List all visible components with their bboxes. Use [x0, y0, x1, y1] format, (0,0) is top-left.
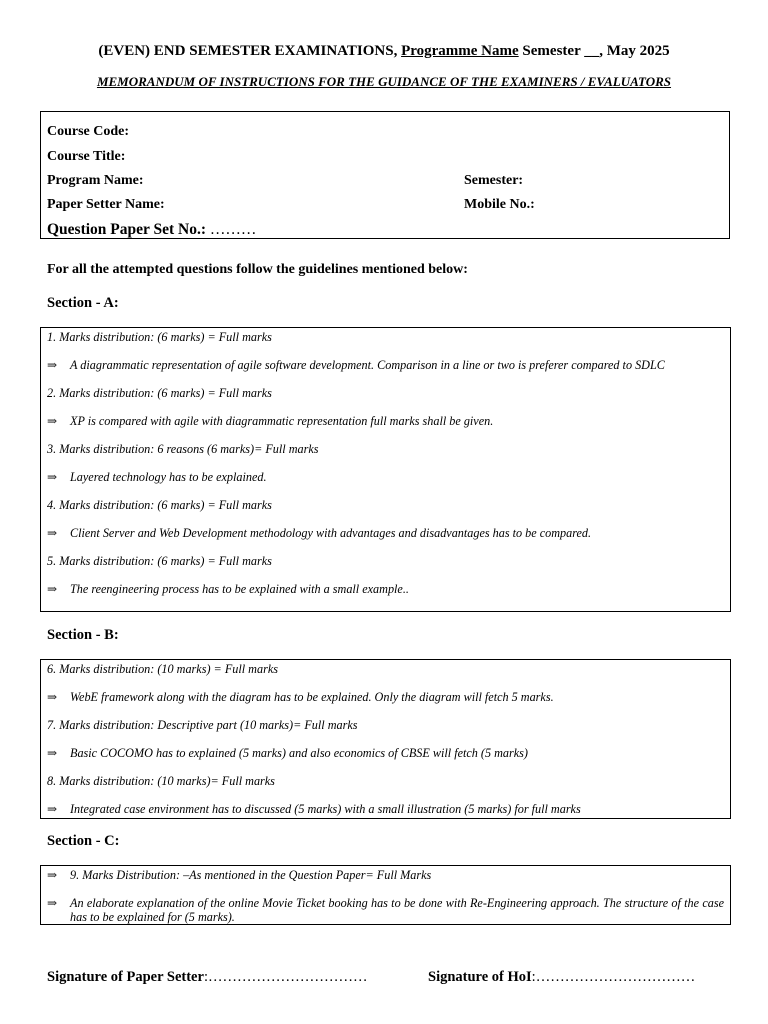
list-item: Basic COCOMO has to explained (5 marks) and also economics of CBSE will fetch (5 marks): [70, 746, 528, 760]
section-b-box: [40, 659, 731, 819]
set-number-label: Question Paper Set No.:: [47, 221, 207, 238]
hoi-signature: [428, 969, 695, 986]
semester-label: Semester:: [464, 173, 524, 188]
course-title-label: Course Title:: [47, 149, 126, 164]
list-item: 2. Marks distribution: (6 marks) = Full marks: [47, 386, 272, 400]
section-b-heading: Section - B:: [47, 627, 119, 643]
section-a-box: [40, 327, 731, 612]
course-code-label: Course Code:: [47, 124, 130, 139]
list-item: The reengineering process has to be explained with a small example..: [70, 582, 409, 596]
exam-title: [0, 43, 768, 60]
title-suffix: Semester __, May 2025: [518, 43, 670, 59]
setter-signature-dots: :……………………………: [203, 969, 368, 985]
list-item: 1. Marks distribution: (6 marks) = Full marks: [47, 330, 272, 344]
list-item: 7. Marks distribution: Descriptive part (10 marks)= Full marks: [47, 718, 358, 732]
list-item: Integrated case environment has to discussed (5 marks) with a small illustration (5 marks) for full marks: [70, 802, 581, 816]
list-item: 9. Marks Distribution: –As mentioned in the Question Paper= Full Marks: [70, 868, 432, 882]
arrow-icon: ⇒: [47, 868, 58, 882]
arrow-icon: ⇒: [47, 358, 58, 372]
arrow-icon: ⇒: [47, 690, 58, 704]
list-item: XP is compared with agile with diagrammatic representation full marks shall be given.: [70, 414, 494, 428]
paper-setter-label: Paper Setter Name:: [47, 197, 165, 212]
list-item: A diagrammatic representation of agile software development. Comparison in a line or two is preferer compared to SDLC: [70, 358, 665, 372]
guidelines-text: For all the attempted questions follow the guidelines mentioned below:: [47, 262, 468, 277]
paper-setter-signature: [47, 969, 367, 986]
memorandum-heading: MEMORANDUM OF INSTRUCTIONS FOR THE GUIDANCE OF THE EXAMINERS / EVALUATORS: [96, 74, 672, 89]
setter-signature-label: Signature of Paper Setter: [47, 969, 204, 985]
arrow-icon: ⇒: [47, 582, 58, 596]
section-c-box: [40, 865, 731, 925]
list-item: 3. Marks distribution: 6 reasons (6 marks)= Full marks: [47, 442, 319, 456]
set-number-dots: ………: [206, 221, 257, 238]
hoi-signature-dots: :……………………………: [531, 969, 696, 985]
list-item: 8. Marks distribution: (10 marks)= Full marks: [47, 774, 275, 788]
arrow-icon: ⇒: [47, 526, 58, 540]
program-name-label: Program Name:: [47, 173, 144, 188]
section-a-heading: Section - A:: [47, 295, 119, 311]
list-item: 6. Marks distribution: (10 marks) = Full marks: [47, 662, 278, 676]
arrow-icon: ⇒: [47, 414, 58, 428]
list-item: An elaborate explanation of the online Movie Ticket booking has to be done with Re-Engineering approach. The structure of the case has to be explained for (5 marks).: [70, 896, 724, 924]
list-item: 5. Marks distribution: (6 marks) = Full marks: [47, 554, 272, 568]
title-prefix: (EVEN) END SEMESTER EXAMINATIONS,: [98, 43, 402, 59]
section-c-heading: Section - C:: [47, 833, 120, 849]
list-item: Layered technology has to be explained.: [70, 470, 267, 484]
arrow-icon: ⇒: [47, 896, 58, 910]
title-programme: Programme Name: [401, 43, 519, 59]
list-item: 4. Marks distribution: (6 marks) = Full marks: [47, 498, 272, 512]
arrow-icon: ⇒: [47, 470, 58, 484]
list-item: WebE framework along with the diagram has to be explained. Only the diagram will fetch 5 marks.: [70, 690, 554, 704]
arrow-icon: ⇒: [47, 746, 58, 760]
arrow-icon: ⇒: [47, 802, 58, 816]
list-item: Client Server and Web Development methodology with advantages and disadvantages has to be compared.: [70, 526, 592, 540]
set-number: [47, 221, 256, 239]
hoi-signature-label: Signature of HoI: [428, 969, 532, 985]
course-info-box: [40, 111, 730, 239]
mobile-label: Mobile No.:: [464, 197, 535, 212]
